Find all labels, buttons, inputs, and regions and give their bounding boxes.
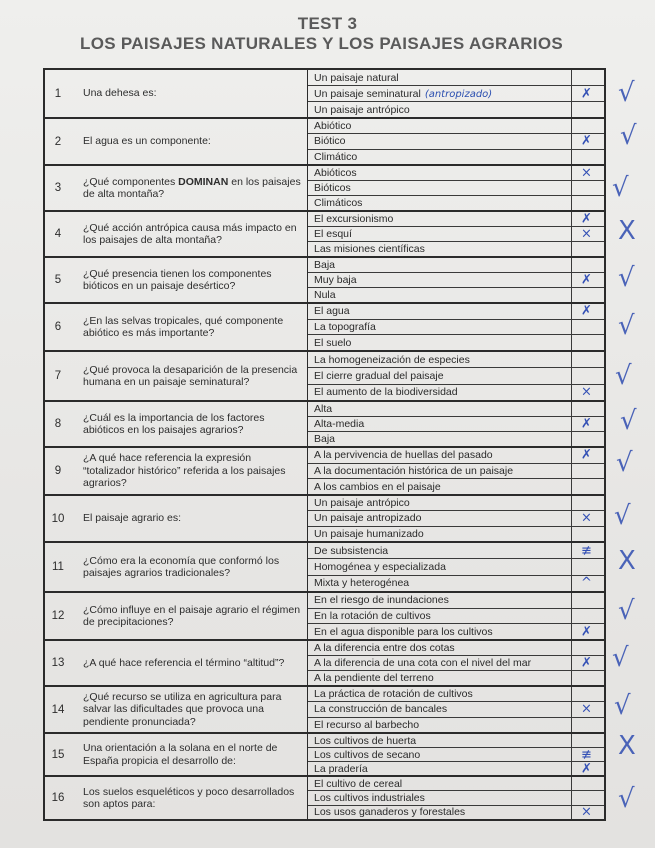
answer-option[interactable] (308, 559, 604, 575)
question-row (45, 543, 604, 593)
answer-option[interactable] (308, 734, 604, 748)
answer-option-text: El cierre gradual del paisaje (314, 369, 444, 382)
answer-checkbox[interactable] (571, 734, 604, 747)
correct-grade-icon: √ (616, 448, 633, 478)
answer-option[interactable] (308, 417, 604, 432)
answer-option-label (308, 610, 571, 622)
answer-option-text: Abiótico (314, 120, 352, 133)
answer-checkbox[interactable] (571, 150, 604, 164)
answer-checkbox[interactable] (571, 304, 604, 319)
correct-grade-icon: √ (614, 691, 631, 721)
answer-option-text: La topografía (314, 321, 376, 333)
answer-option-label (308, 594, 571, 606)
answer-checkbox[interactable] (571, 702, 604, 716)
answer-checkbox[interactable] (571, 273, 604, 287)
answer-option-text: A la pendiente del terreno (314, 672, 434, 684)
answer-checkbox[interactable] (571, 641, 604, 655)
answer-option[interactable] (308, 576, 604, 591)
answer-option[interactable] (308, 656, 604, 671)
answer-option-label (308, 305, 571, 317)
question-text (71, 166, 307, 210)
answer-option-text: Alta-media (314, 418, 365, 430)
answer-option-label (308, 259, 571, 271)
cross-mark-icon: ✗ (581, 86, 592, 101)
answer-option-label (308, 337, 571, 349)
answer-option-label (308, 289, 571, 301)
answer-checkbox[interactable] (571, 687, 604, 701)
answer-option-label (308, 274, 571, 286)
question-number: 5 (54, 274, 62, 286)
answer-option-text: La práctica de rotación de cultivos (314, 688, 473, 701)
answer-option[interactable] (308, 432, 604, 446)
answer-option-label (308, 577, 571, 589)
answer-option[interactable] (308, 150, 604, 164)
answer-option[interactable] (308, 777, 604, 791)
answer-option-text: Un paisaje seminatural (314, 87, 421, 100)
answer-option-text: Bióticos (314, 182, 351, 194)
answer-option-label (308, 243, 571, 255)
answer-option-text: Muy baja (314, 274, 357, 286)
answer-checkbox[interactable] (571, 559, 604, 574)
answer-option-text: Las misiones científicas (314, 243, 425, 255)
answer-option-label (308, 688, 571, 700)
answer-checkbox[interactable] (571, 368, 604, 383)
answer-checkbox[interactable] (571, 576, 604, 591)
answer-option-label (308, 763, 571, 775)
answer-option-label (308, 528, 571, 540)
answer-option-text: Un paisaje humanizado (314, 527, 424, 540)
question-number: 14 (51, 703, 65, 716)
correct-grade-icon: √ (620, 121, 637, 151)
cross-mark-icon: ✗ (581, 624, 592, 640)
answer-option-text: Alta (314, 403, 333, 415)
correct-grade-icon: √ (620, 406, 637, 436)
answer-option[interactable] (308, 134, 604, 149)
answer-option-label (308, 719, 571, 731)
answer-checkbox[interactable] (571, 624, 604, 639)
answer-option-text: Un paisaje antropizado (314, 512, 422, 525)
answer-option-label (308, 104, 571, 116)
cross-mark-icon: × (581, 701, 592, 717)
answer-option-text: A la diferencia entre dos cotas (314, 642, 455, 654)
answer-option-label (308, 120, 571, 132)
question-row (45, 687, 604, 734)
cross-mark-icon: ✗ (581, 655, 592, 671)
cross-mark-icon: ✗ (581, 211, 592, 227)
question-number: 11 (52, 561, 64, 573)
answer-option[interactable] (308, 687, 604, 702)
question-number: 9 (54, 465, 62, 477)
answer-option[interactable] (308, 181, 604, 196)
cross-mark-icon: × (581, 510, 592, 526)
correct-grade-icon: √ (612, 643, 629, 673)
correct-grade-icon: √ (615, 361, 632, 391)
answer-option[interactable] (308, 86, 604, 102)
answer-option-label (308, 167, 571, 179)
answer-option-text: El agua (314, 305, 350, 318)
answer-checkbox[interactable] (571, 543, 604, 558)
answer-option[interactable] (308, 242, 604, 256)
answer-checkbox[interactable] (571, 134, 604, 148)
answer-option[interactable] (308, 273, 604, 288)
question-row (45, 70, 604, 119)
answer-checkbox[interactable] (571, 417, 604, 431)
answer-option-label (308, 403, 571, 415)
question-text: El paisaje agrario es: (83, 512, 182, 525)
answer-checkbox[interactable] (571, 496, 604, 510)
answer-option-label (308, 561, 571, 573)
answer-option[interactable] (308, 671, 604, 685)
question-row (45, 734, 604, 777)
answer-option[interactable] (308, 119, 604, 134)
cross-mark-icon: ✗ (581, 303, 592, 319)
answer-option[interactable] (308, 304, 604, 320)
question-number: 13 (51, 657, 65, 669)
answer-checkbox[interactable] (571, 212, 604, 226)
answer-option-text: Climáticos (314, 197, 363, 209)
cross-mark-icon: ≢ (581, 747, 592, 762)
answer-checkbox[interactable] (571, 671, 604, 685)
answer-option-text: Climático (314, 150, 358, 163)
question-row (45, 496, 604, 543)
answer-option-text: El excursionismo (314, 213, 394, 225)
cross-mark-icon: ✗ (581, 272, 592, 288)
answer-checkbox[interactable] (571, 385, 604, 400)
answer-checkbox[interactable] (571, 448, 604, 463)
answer-option[interactable] (308, 464, 604, 480)
answer-option-label (308, 481, 571, 493)
answer-option-text: La pradería (314, 762, 368, 775)
answer-option-text: A la diferencia de una cota con el nivel del mar (314, 657, 532, 669)
question-text-emphasis: DOMINAN (178, 175, 229, 188)
question-text: ¿Qué recurso se utiliza en agricultura para salvar las dificultades que provoca una pendiente pronunciada? (83, 690, 282, 728)
question-number: 16 (51, 792, 65, 804)
answer-checkbox[interactable] (571, 102, 604, 117)
answer-checkbox[interactable] (571, 609, 604, 624)
answer-options (307, 641, 604, 685)
answer-option-text: Mixta y heterogénea (314, 577, 410, 590)
question-text: Una orientación a la solana en el norte de España propicia el desarrollo de: (83, 742, 278, 767)
answer-option-label (308, 321, 571, 333)
answer-checkbox[interactable] (571, 432, 604, 446)
answer-option-label (308, 497, 571, 509)
answer-checkbox[interactable] (571, 718, 604, 732)
answer-option[interactable] (308, 543, 604, 559)
question-text: El agua es un componente: (83, 135, 211, 148)
answer-option-text: A los cambios en el paisaje (314, 480, 441, 493)
answer-checkbox[interactable] (571, 196, 604, 210)
answer-option-text: De subsistencia (314, 544, 389, 557)
question-row (45, 777, 604, 819)
answer-option[interactable] (308, 496, 604, 511)
answer-option-label (308, 449, 571, 461)
answer-option-text: Un paisaje natural (314, 71, 399, 84)
answer-option[interactable] (308, 288, 604, 302)
answer-option-label (308, 88, 571, 100)
answer-option-text: Homogénea y especializada (314, 560, 446, 573)
answer-checkbox[interactable] (571, 402, 604, 416)
question-text: Los suelos esqueléticos y poco desarrollados son aptos para: (83, 785, 295, 810)
answer-option[interactable] (308, 479, 604, 494)
correct-grade-icon: √ (618, 784, 635, 814)
cross-mark-icon: ^ (581, 575, 592, 591)
question-number: 6 (54, 321, 62, 333)
cross-mark-icon: ✗ (581, 416, 592, 432)
question-text: ¿Qué presencia tienen los componentes bióticos en un paisaje desértico? (83, 267, 272, 292)
answer-options (307, 734, 604, 775)
answer-checkbox[interactable] (571, 166, 604, 180)
correct-grade-icon: √ (618, 596, 635, 626)
cross-mark-icon: × (581, 226, 592, 242)
answer-option[interactable] (308, 718, 604, 732)
answer-option-text: Los cultivos industriales (314, 791, 425, 804)
answer-option-label (308, 433, 571, 445)
answer-option[interactable] (308, 320, 604, 336)
question-row (45, 641, 604, 687)
answer-checkbox[interactable] (571, 352, 604, 367)
answer-option-label (308, 151, 571, 163)
answer-checkbox[interactable] (571, 227, 604, 241)
answer-options (307, 119, 604, 164)
answer-option-text: La construcción de bancales (314, 703, 448, 716)
question-text-part: en los paisajes de alta montaña? (83, 175, 301, 200)
handwritten-note: (antropizado) (424, 88, 493, 100)
answer-option-label (308, 735, 571, 747)
answer-checkbox[interactable] (571, 119, 604, 133)
answer-option-label (308, 228, 571, 240)
correct-grade-icon: √ (614, 501, 631, 531)
answer-checkbox[interactable] (571, 181, 604, 195)
answer-option-label (308, 386, 571, 398)
answer-option-text: Biótico (314, 135, 346, 148)
question-row (45, 212, 604, 258)
answer-option[interactable] (308, 511, 604, 526)
answer-option-text: Baja (314, 259, 336, 271)
answer-option-label (308, 749, 571, 761)
answer-options (307, 496, 604, 541)
answer-option[interactable] (308, 258, 604, 273)
answer-option-label (308, 792, 571, 804)
correct-grade-icon: √ (618, 311, 635, 341)
question-number: 10 (51, 512, 65, 525)
answer-option[interactable] (308, 102, 604, 117)
wrong-grade-icon: X (618, 216, 636, 246)
cross-mark-icon: × (581, 165, 592, 181)
cross-mark-icon: ✗ (581, 133, 592, 149)
answer-checkbox[interactable] (571, 335, 604, 350)
answer-checkbox[interactable] (571, 242, 604, 256)
question-row (45, 352, 604, 402)
answer-checkbox[interactable] (571, 791, 604, 804)
answer-checkbox[interactable] (571, 479, 604, 494)
correct-grade-icon: √ (618, 263, 635, 293)
answer-option-text: A la pervivencia de huellas del pasado (314, 449, 493, 462)
answer-option-text: El cultivo de cereal (314, 777, 403, 790)
answer-option-label (308, 418, 571, 430)
answer-option-text: El recurso al barbecho (314, 718, 420, 731)
answer-checkbox[interactable] (571, 70, 604, 85)
answer-option-text: El aumento de la biodiversidad (314, 386, 458, 399)
answer-option-text: Los cultivos de huerta (314, 734, 417, 747)
answer-option-label (308, 465, 571, 477)
answer-option-text: Baja (314, 433, 336, 445)
answer-options (307, 258, 604, 302)
answer-option[interactable] (308, 402, 604, 417)
question-row (45, 304, 604, 352)
answer-options (307, 543, 604, 591)
answer-option[interactable] (308, 748, 604, 762)
question-number: 15 (51, 748, 65, 761)
answer-option[interactable] (308, 791, 604, 805)
answer-options (307, 212, 604, 256)
answer-checkbox[interactable] (571, 527, 604, 541)
answer-option-label (308, 197, 571, 209)
answer-option-label (308, 135, 571, 147)
answer-options (307, 593, 604, 639)
correct-grade-icon: √ (612, 173, 629, 203)
answer-options (307, 304, 604, 350)
answer-option[interactable] (308, 762, 604, 775)
question-text-part: ¿Qué componentes (83, 175, 179, 188)
answer-option-label (308, 778, 571, 790)
cross-mark-icon: ≢ (581, 543, 592, 559)
answer-option-label (308, 354, 571, 366)
question-text: ¿Qué provoca la desaparición de la presencia humana en un paisaje seminatural? (83, 363, 298, 388)
answer-option-text: La homogeneización de especies (314, 353, 470, 366)
answer-option[interactable] (308, 70, 604, 86)
answer-option-text: Los usos ganaderos y forestales (314, 806, 466, 819)
answer-option-text: El suelo (314, 336, 352, 349)
answer-option-label (308, 545, 571, 557)
answer-option[interactable] (308, 448, 604, 464)
answer-option[interactable] (308, 593, 604, 609)
answer-option[interactable] (308, 624, 604, 639)
answer-option-text: A la documentación histórica de un paisaje (314, 465, 514, 477)
answer-option[interactable] (308, 702, 604, 717)
answer-option[interactable] (308, 352, 604, 368)
answer-option-label (308, 806, 571, 818)
answer-option[interactable] (308, 806, 604, 819)
answer-option-text: Un paisaje antrópico (314, 103, 410, 116)
answer-option[interactable] (308, 166, 604, 181)
cross-mark-icon: × (581, 384, 592, 400)
question-number: 2 (54, 135, 62, 148)
answer-option[interactable] (308, 335, 604, 350)
answer-option[interactable] (308, 385, 604, 400)
answer-option[interactable] (308, 609, 604, 625)
answer-checkbox[interactable] (571, 748, 604, 761)
answer-option-label (308, 72, 571, 84)
answer-options (307, 448, 604, 494)
answer-checkbox[interactable] (571, 777, 604, 790)
answer-option-text: Nula (314, 289, 336, 301)
wrong-grade-icon: X (618, 546, 636, 576)
question-text: ¿Qué acción antrópica causa más impacto en los paisajes de alta montaña? (83, 221, 297, 246)
answer-option-label (308, 182, 571, 194)
answer-option-label (308, 370, 571, 382)
question-number: 12 (51, 610, 65, 622)
question-text: ¿Cómo era la economía que conformó los paisajes agrarios tradicionales? (83, 554, 280, 579)
test-label: TEST 3 (297, 14, 358, 33)
question-number: 7 (54, 370, 62, 382)
question-row (45, 402, 604, 448)
cross-mark-icon: ✗ (581, 447, 592, 463)
answer-option-label (308, 703, 571, 715)
answer-option-text: Abióticos (314, 167, 357, 179)
question-text: ¿A qué hace referencia el término “altitud”? (83, 656, 285, 669)
question-row (45, 448, 604, 496)
question-text: ¿Cómo influye en el paisaje agrario el régimen de precipitaciones? (83, 603, 301, 628)
answer-option-text: En la rotación de cultivos (314, 610, 431, 622)
answer-option-label (308, 213, 571, 225)
answer-option[interactable] (308, 527, 604, 541)
answer-options (307, 777, 604, 819)
answer-option-text: Los cultivos de secano (314, 748, 421, 761)
question-row (45, 119, 604, 166)
answer-option[interactable] (308, 641, 604, 656)
answer-options (307, 166, 604, 210)
answer-option-text: En el agua disponible para los cultivos (314, 625, 493, 638)
answer-option-label (308, 672, 571, 684)
cross-mark-icon: ✗ (581, 761, 592, 776)
answer-option-label (308, 657, 571, 669)
answer-checkbox[interactable] (571, 762, 604, 775)
answer-options (307, 687, 604, 732)
question-number: 8 (54, 418, 62, 430)
answer-checkbox[interactable] (571, 288, 604, 302)
answer-option[interactable] (308, 368, 604, 384)
answer-checkbox[interactable] (571, 258, 604, 272)
correct-grade-icon: √ (618, 78, 635, 108)
questions-table (43, 68, 606, 821)
answer-checkbox[interactable] (571, 806, 604, 819)
question-row (45, 166, 604, 212)
answer-checkbox[interactable] (571, 656, 604, 670)
question-text: Una dehesa es: (83, 87, 157, 100)
answer-checkbox[interactable] (571, 511, 604, 525)
page-title: LOS PAISAJES NATURALES Y LOS PAISAJES AGRARIOS (80, 34, 563, 53)
question-number: 3 (54, 182, 62, 194)
answer-checkbox[interactable] (571, 593, 604, 608)
answer-checkbox[interactable] (571, 464, 604, 479)
question-number: 4 (54, 228, 62, 240)
question-text: ¿En las selvas tropicales, qué componente abiótico es más importante? (83, 314, 284, 339)
answer-options (307, 402, 604, 446)
wrong-grade-icon: X (618, 731, 636, 761)
answer-option-text: El esquí (314, 228, 352, 240)
answer-options (307, 352, 604, 400)
answer-checkbox[interactable] (571, 86, 604, 101)
answer-option-text: Un paisaje antrópico (314, 497, 410, 510)
question-row (45, 258, 604, 304)
answer-checkbox[interactable] (571, 320, 604, 335)
answer-option[interactable] (308, 196, 604, 210)
question-text: ¿A qué hace referencia la expresión “totalizador histórico” referida a los paisajes agrarios? (83, 452, 286, 490)
answer-option-label (308, 642, 571, 654)
question-number: 1 (54, 87, 62, 100)
question-row (45, 593, 604, 641)
answer-option-label (308, 512, 571, 524)
cross-mark-icon: × (581, 804, 592, 820)
answer-option[interactable] (308, 212, 604, 227)
answer-option-text: En el riesgo de inundaciones (314, 594, 449, 607)
answer-options (307, 70, 604, 117)
question-text: ¿Cuál es la importancia de los factores abióticos en los paisajes agrarios? (83, 411, 265, 436)
answer-option[interactable] (308, 227, 604, 242)
answer-option-label (308, 626, 571, 638)
